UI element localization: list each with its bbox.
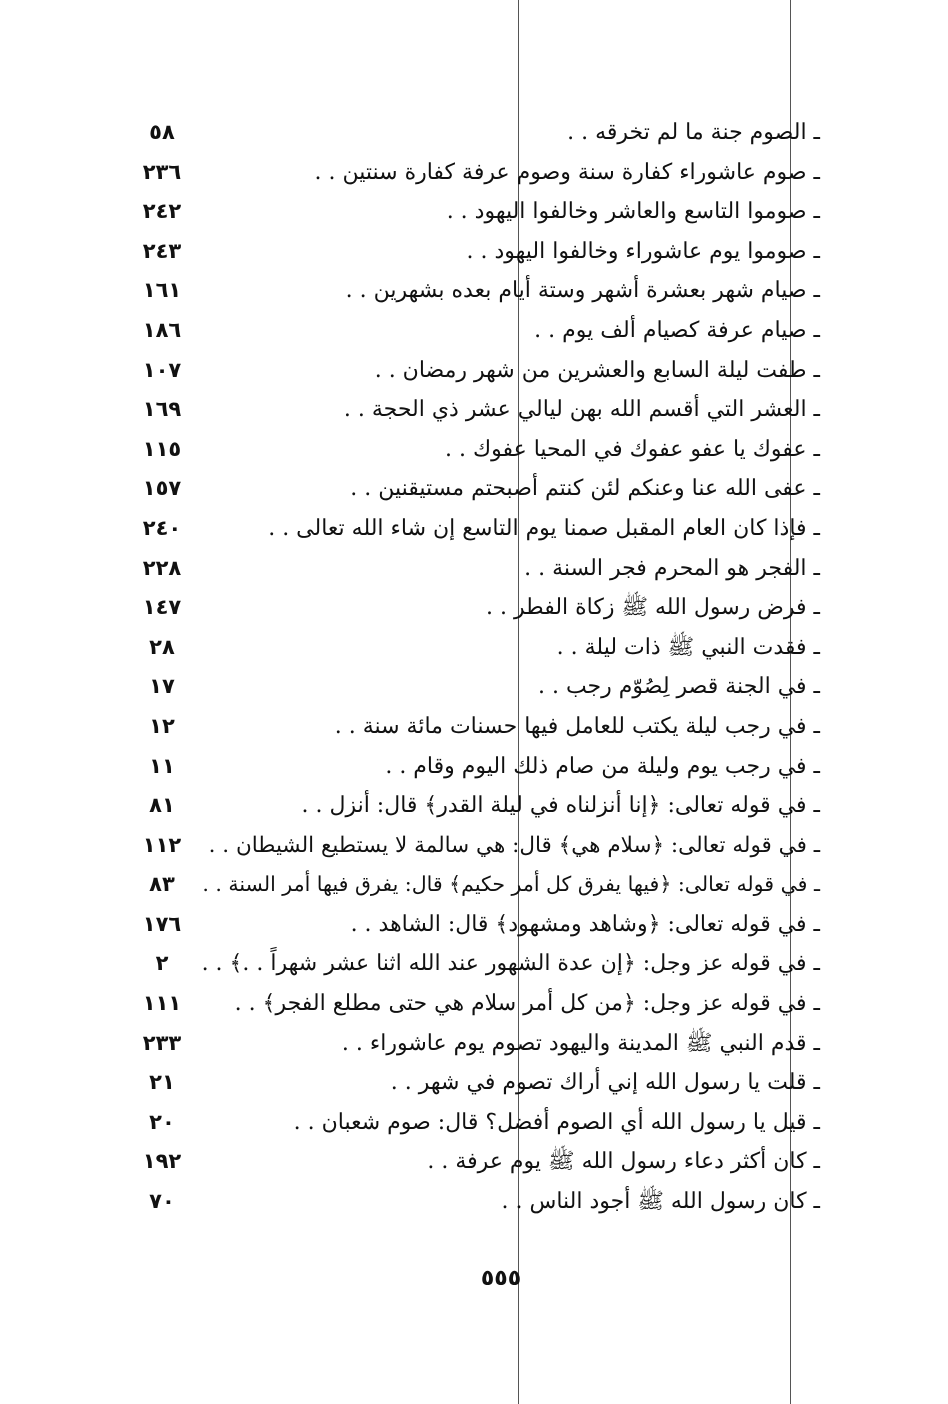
entry-page-number: ١١٥ — [142, 436, 182, 461]
index-entry — [130, 469, 820, 509]
entry-text: ـ قلت يا رسول الله إني أراك تصوم في شهر . . — [390, 1070, 820, 1096]
index-entry — [130, 826, 820, 866]
index-entry — [130, 232, 820, 272]
entry-page-number: ٢٤٣ — [142, 238, 182, 263]
index-entry — [130, 271, 820, 311]
entry-text: ـ فإذا كان العام المقبل صمنا يوم التاسع إن شاء الله تعالى . . — [268, 515, 820, 541]
entry-text: ـ في قوله تعالى: ﴿وشاهد ومشهود﴾ قال: الشاهد . . — [350, 911, 820, 937]
entry-text: ـ صوموا يوم عاشوراء وخالفوا اليهود . . — [466, 238, 820, 264]
entry-text: ـ قيل يا رسول الله أي الصوم أفضل؟ قال: صوم شعبان . . — [293, 1109, 820, 1135]
index-entry — [130, 1063, 820, 1103]
entry-page-number: ٢١ — [149, 1070, 175, 1095]
entry-text: ـ في قوله عز وجل: ﴿إن عدة الشهور عند الله اثنا عشر شهراً . .﴾ . . — [201, 951, 820, 977]
index-entry — [130, 628, 820, 668]
entry-text: ـ فرض رسول الله ﷺ زكاة الفطر . . — [486, 595, 820, 621]
index-entry — [130, 113, 820, 153]
entry-page-number: ٢٨ — [149, 634, 175, 659]
index-entry — [130, 509, 820, 549]
page-number: ٥٥٥ — [480, 1266, 522, 1291]
entry-text: ـ في رجب يوم وليلة من صام ذلك اليوم وقام . . — [385, 753, 820, 779]
entry-text: ـ في رجب ليلة يكتب للعامل فيها حسنات مائة سنة . . — [334, 713, 820, 739]
entry-page-number: ٢٠ — [149, 1109, 175, 1134]
entry-page-number: ٢٣٣ — [142, 1030, 182, 1055]
index-entry — [130, 1182, 820, 1222]
index-entry — [130, 1142, 820, 1182]
entry-page-number: ٢٣٦ — [142, 159, 182, 184]
entry-page-number: ١١٢ — [142, 832, 182, 857]
entry-page-number: ١٧٦ — [142, 911, 182, 936]
index-entry — [130, 390, 820, 430]
index-entry — [130, 153, 820, 193]
entry-page-number: ١٤٧ — [142, 595, 182, 620]
index-entry — [130, 905, 820, 945]
index-entry — [130, 1024, 820, 1064]
entry-text: ـ صيام عرفة كصيام ألف يوم . . — [534, 317, 820, 343]
hadith-index-list — [130, 113, 820, 1222]
entry-page-number: ١١ — [149, 753, 175, 778]
entry-text: ـ صيام شهر بعشرة أشهر وستة أيام بعده بشهرين . . — [345, 278, 820, 304]
entry-page-number: ٢٤٢ — [142, 199, 182, 224]
entry-text: ـ كان أكثر دعاء رسول الله ﷺ يوم عرفة . . — [427, 1149, 820, 1175]
index-entry — [130, 549, 820, 589]
index-entry — [130, 984, 820, 1024]
index-entry — [130, 1103, 820, 1143]
entry-text: ـ صوم عاشوراء كفارة سنة وصوم عرفة كفارة سنتين . . — [314, 159, 820, 185]
index-entry — [130, 786, 820, 826]
entry-page-number: ٢٢٨ — [142, 555, 182, 580]
index-entry — [130, 192, 820, 232]
index-entry — [130, 747, 820, 787]
entry-text: ـ في قوله تعالى: ﴿سلام هي﴾ قال: هي سالمة لا يستطيع الشيطان . . — [208, 832, 820, 858]
entry-page-number: ١٦٩ — [142, 397, 182, 422]
index-entry — [130, 707, 820, 747]
entry-text: ـ عفى الله عنا وعنكم لئن كنتم أصبحتم مستيقنين . . — [350, 476, 820, 502]
entry-text: ـ عفوك يا عفو عفوك في المحيا عفوك . . — [444, 436, 820, 462]
entry-page-number: ١٩٢ — [142, 1149, 182, 1174]
entry-text: ـ العشر التي أقسم الله بهن ليالي عشر ذي الحجة . . — [343, 397, 820, 423]
entry-page-number: ٧٠ — [149, 1189, 175, 1214]
index-entry — [130, 351, 820, 391]
entry-text: ـ صوموا التاسع والعاشر وخالفوا اليهود . . — [446, 199, 820, 225]
entry-page-number: ٨١ — [149, 793, 175, 818]
entry-text: ـ في الجنة قصر لِصُوّم رجب . . — [537, 674, 820, 700]
index-entry — [130, 588, 820, 628]
index-entry — [130, 944, 820, 984]
entry-text: ـ الصوم جنة ما لم تخرقه . . — [567, 120, 820, 145]
entry-page-number: ٢٤٠ — [142, 515, 182, 540]
entry-text: ـ في قوله تعالى: ﴿إنا أنزلناه في ليلة القدر﴾ قال: أنزل . . — [301, 793, 820, 819]
entry-page-number: ٥٨ — [149, 120, 175, 144]
entry-page-number: ٢ — [155, 951, 169, 976]
entry-page-number: ١١١ — [142, 991, 182, 1016]
entry-text: ـ في قوله عز وجل: ﴿من كل أمر سلام هي حتى مطلع الفجر﴾ . . — [234, 991, 820, 1017]
entry-page-number: ١٦١ — [142, 278, 182, 303]
entry-page-number: ١٧ — [149, 674, 175, 699]
entry-text: ـ في قوله تعالى: ﴿فيها يفرق كل أمر حكيم﴾ قال: يفرق فيها أمر السنة . . — [202, 872, 820, 897]
entry-text: ـ كان رسول الله ﷺ أجود الناس . . — [501, 1189, 820, 1215]
entry-page-number: ١٠٧ — [142, 357, 182, 382]
index-entry — [130, 430, 820, 470]
entry-text: ـ قدم النبي ﷺ المدينة واليهود تصوم يوم عاشوراء . . — [341, 1030, 820, 1056]
index-entry — [130, 865, 820, 905]
entry-page-number: ٨٣ — [149, 872, 175, 897]
entry-text: ـ فقدت النبي ﷺ ذات ليلة . . — [556, 634, 820, 660]
entry-page-number: ١٨٦ — [142, 317, 182, 342]
entry-page-number: ١٥٧ — [142, 476, 182, 501]
entry-text: ـ طفت ليلة السابع والعشرين من شهر رمضان . . — [374, 357, 820, 383]
entry-text: ـ الفجر هو المحرم فجر السنة . . — [524, 555, 820, 581]
index-entry — [130, 667, 820, 707]
entry-page-number: ١٢ — [149, 713, 175, 738]
index-entry — [130, 311, 820, 351]
